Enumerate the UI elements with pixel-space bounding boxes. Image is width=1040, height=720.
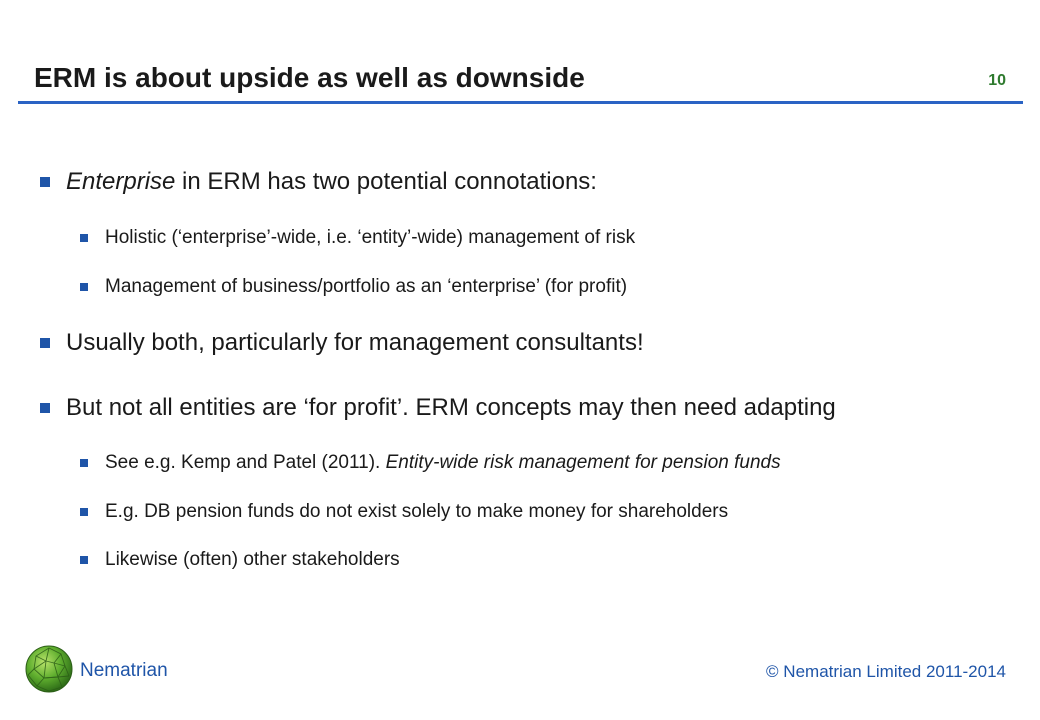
sub-bullet-holistic [80,224,635,252]
square-bullet-icon [80,283,88,291]
bullet-text-rest: in ERM has two potential connotations: [175,168,597,195]
square-bullet-icon [80,234,88,242]
green-polyhedron-logo-icon [24,644,74,694]
sub-bullet-text: Holistic (‘enterprise’-wide, i.e. ‘entity’-wide) management of risk [105,227,636,248]
sub-bullet-business-management [80,273,627,301]
bullet-text [66,168,597,196]
bullet-text: Usually both, particularly for management consultants! [66,329,644,356]
square-bullet-icon [40,403,50,413]
citation-title: Entity-wide risk management for pension funds [385,452,781,473]
square-bullet-icon [80,459,88,467]
bullet-text: But not all entities are ‘for profit’. ERM concepts may then need adapting [66,394,836,421]
bullet-not-for-profit [40,392,836,424]
bullet-usually-both [40,327,644,359]
footer-copyright: © Nematrian Limited 2011-2014 [766,662,1006,681]
title-divider [18,101,1023,104]
page-number: 10 [988,72,1006,89]
footer-brand: Nematrian [80,660,168,681]
square-bullet-icon [40,338,50,348]
citation-text: See e.g. Kemp and Patel (2011). [105,452,386,473]
bullet-italic-term: Enterprise [66,168,176,195]
sub-bullet-kemp-patel [80,449,781,477]
sub-bullet-db-pension-funds [80,498,728,526]
square-bullet-icon [40,177,50,187]
square-bullet-icon [80,508,88,516]
sub-bullet-other-stakeholders [80,546,400,574]
sub-bullet-text: Likewise (often) other stakeholders [105,549,400,570]
sub-bullet-text [105,452,781,474]
slide-title: ERM is about upside as well as downside [34,62,585,93]
sub-bullet-text: Management of business/portfolio as an ‘enterprise’ (for profit) [105,276,628,297]
bullet-enterprise-connotations [40,166,597,198]
sub-bullet-text: E.g. DB pension funds do not exist solely to make money for shareholders [105,501,729,522]
square-bullet-icon [80,556,88,564]
